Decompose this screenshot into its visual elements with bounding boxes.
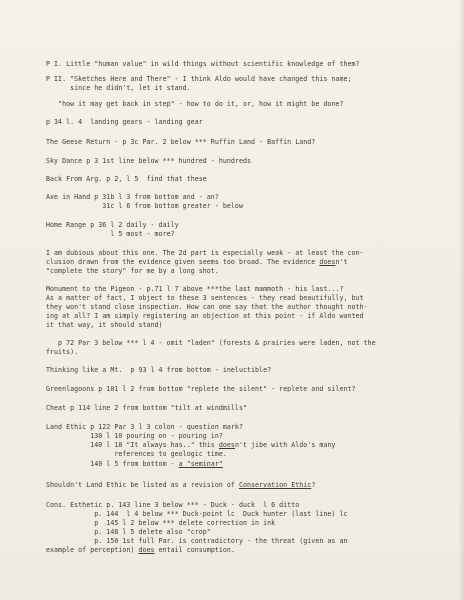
- note-line: The Geese Return - p 3c Par. 2 below *** Ruffin Land - Baffin Land?: [46, 138, 316, 146]
- note-line: example of perception) does entail consumption.: [46, 546, 235, 554]
- note-line: "how it may get back in step" - how to do it, or, how it might be done?: [46, 100, 344, 108]
- note-line: Shouldn't Land Ethic be listed as a revision of Conservation Ethic?: [46, 481, 316, 489]
- note-line: since he didn't, let it stand.: [46, 84, 191, 92]
- note-line: I am dubious about this one. The 2d part is especially weak - at least the con-: [46, 249, 364, 257]
- note-line: 130 l 10 pouring on - pouring in?: [46, 432, 223, 440]
- note-line: ing at all? I am simply registering an objection at this point - if Aldo wanted: [46, 312, 364, 320]
- note-line: p. 144 l 4 below *** Duck-point lc Duck hunter (last line) lc: [46, 510, 348, 518]
- note-line: p 34 l. 4 landing gears - landing gear: [46, 118, 203, 126]
- note-line: l 5 most - more?: [46, 230, 175, 238]
- note-line: P I. Little "human value" in wild things without scientific knowledge of them?: [46, 60, 360, 68]
- note-line: p. 148 l 5 delete also "crop": [46, 528, 211, 536]
- underlined-phrase: does: [138, 546, 155, 554]
- note-line: As a matter of fact, I object to these 3 sentences - they read beautifully, but: [46, 294, 364, 302]
- note-line: Cons. Esthetic p. 143 line 3 below *** - Duck - duck l 6 ditto: [46, 501, 300, 509]
- note-line: p 72 Par 3 below *** l 4 - omit "laden" (forests & prairies were laden, not the: [46, 339, 376, 347]
- note-line: Greenlagoons p 101 l 2 from bottom "replete the silent" - replete and silent?: [46, 385, 356, 393]
- note-line: it that way, it should stand): [46, 321, 163, 329]
- note-line-text: 140 l 5 from bottom - a "seminar": [46, 460, 223, 468]
- note-line: references to geologic time.: [46, 450, 227, 458]
- note-line: Land Ethic p 122 Par 3 l 3 colon - question mark?: [46, 423, 243, 431]
- note-line: they won't stand close inspection. How can one say that the author thought noth-: [46, 303, 368, 311]
- page-edge-shadow: [458, 0, 464, 600]
- note-line: clusion drawn from the evidence given seems too broad. The evidence doesn't: [46, 258, 348, 266]
- note-line: fruits).: [46, 348, 79, 356]
- note-line: Monument to the Pigeon - p.71 l 7 above ***the last mammoth - his last...?: [46, 285, 344, 293]
- note-line: Cheat p 114 line 2 from bottom "tilt at windmills": [46, 404, 247, 412]
- note-line: [46, 460, 223, 468]
- underlined-phrase: a "seminar": [178, 460, 223, 468]
- note-line: Back From Arg. p 2, l 5 find that these: [46, 175, 207, 183]
- note-line: Thinking like a Mt. p 93 l 4 from bottom - ineluctible?: [46, 366, 272, 374]
- note-line: 140 l 18 "It always has.." this doesn't jibe with Aldo's many: [46, 441, 336, 449]
- note-line: p. 150 1st full Par. is contradictory - the threat (given as an: [46, 537, 348, 545]
- note-line: 31c l 6 from bottom greater - below: [46, 202, 243, 210]
- underlined-phrase: does: [319, 258, 336, 266]
- note-line: Sky Dance p 3 1st line below *** hundred - hundreds: [46, 157, 252, 165]
- note-line: P II. "Sketches Here and There" - I think Aldo would have changed this name;: [46, 75, 352, 83]
- note-line: Axe in Hand p 31b l 3 from bottom and - an?: [46, 193, 219, 201]
- underlined-phrase: Conservation Ethic: [238, 481, 312, 489]
- underlined-phrase: does: [218, 441, 235, 449]
- note-line: p 145 l 2 below *** delete correction in ink: [46, 519, 276, 527]
- note-line: "complete the story" for me by a long shot.: [46, 267, 219, 275]
- note-line: Home Range p 36 l 2 daily - daily: [46, 221, 179, 229]
